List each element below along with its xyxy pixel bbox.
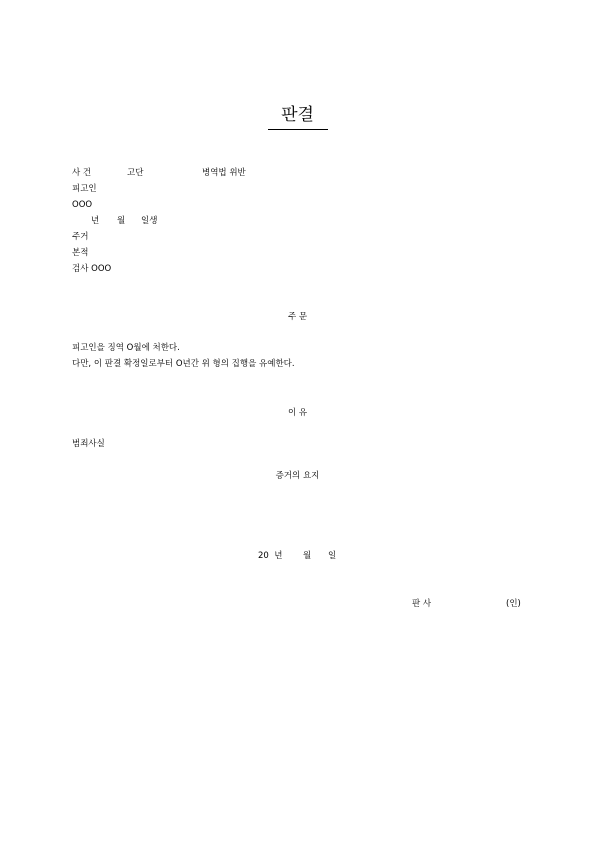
order-heading: 주 문	[287, 312, 308, 322]
date-day: 일	[328, 551, 337, 561]
case-offense: 병역법 위반	[202, 168, 246, 178]
order-line-1: 피고인을 징역 O월에 처한다.	[72, 343, 180, 353]
document-title: 판결	[281, 105, 314, 125]
order-line-2: 다만, 이 판결 확정일로부터 O년간 위 형의 집행을 유예한다.	[72, 359, 295, 369]
case-type: 고단	[127, 168, 144, 178]
criminal-facts-label: 범죄사실	[72, 439, 105, 449]
reasons-heading: 이 유	[287, 408, 308, 418]
defendant-label: 피고인	[72, 184, 97, 194]
birth-day: 일생	[141, 216, 158, 226]
case-label: 사 건	[72, 168, 92, 178]
date-year: 20 년	[258, 551, 283, 561]
judge-label: 판 사	[412, 599, 432, 609]
defendant-name: OOO	[72, 200, 93, 210]
evidence-heading: 증거의 요지	[275, 471, 320, 481]
seal-mark: (인)	[506, 599, 521, 609]
date-month: 월	[303, 551, 312, 561]
domicile-label: 본적	[72, 248, 89, 258]
address-label: 주거	[72, 232, 89, 242]
prosecutor: 검사 OOO	[72, 264, 112, 274]
birth-month: 월	[117, 216, 126, 226]
title-underline	[268, 129, 328, 130]
birth-year: 년	[91, 216, 100, 226]
